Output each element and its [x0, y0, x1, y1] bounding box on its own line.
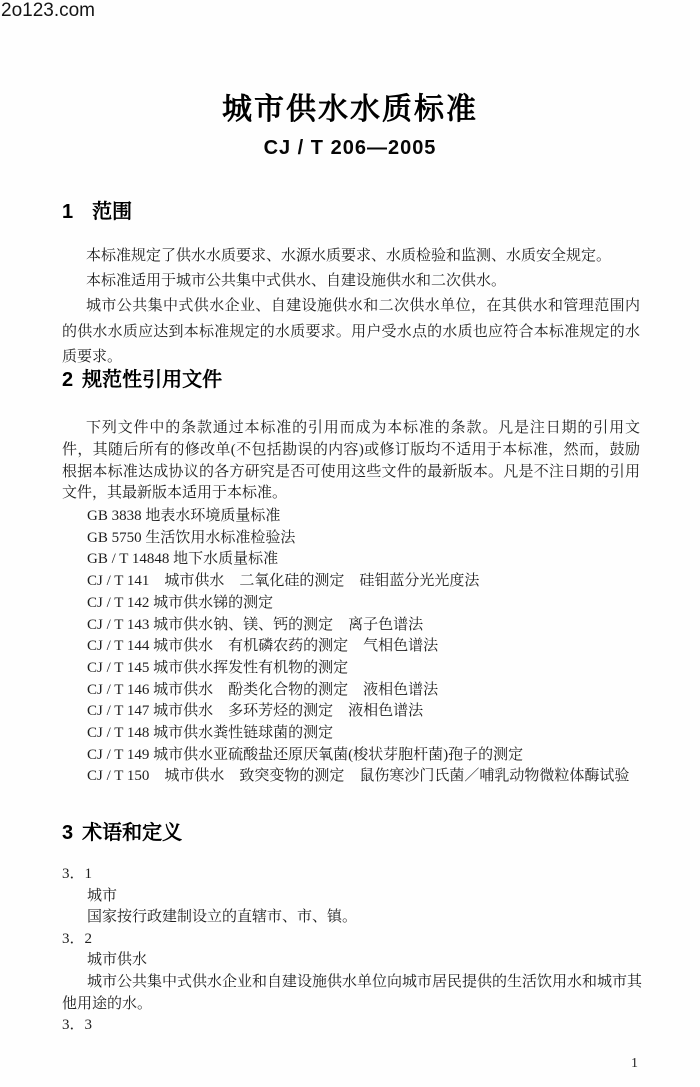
reference-item: GB / T 14848 地下水质量标准 [87, 551, 279, 568]
term-number: 3．3 [62, 1017, 93, 1034]
term-number: 3．2 [62, 930, 93, 947]
reference-item: CJ / T 142 城市供水锑的测定 [87, 594, 274, 611]
paragraph: 城市公共集中式供水企业、自建设施供水和二次供水单位，在其供水和管理范围内的供水水质应达到本标准规定的水质要求。用户受水点的水质也应符合本标准规定的水质要求。 [62, 298, 640, 365]
reference-item: CJ / T 145 城市供水挥发性有机物的测定 [87, 659, 349, 676]
reference-item: CJ / T 148 城市供水粪性链球菌的测定 [87, 725, 334, 742]
reference-item: CJ / T 149 城市供水亚硫酸盐还原厌氧菌(梭状芽胞杆菌)孢子的测定 [87, 746, 524, 763]
section-1-title: 范围 [92, 201, 133, 223]
term-name: 城市 [87, 887, 118, 904]
section-3-heading [62, 816, 182, 845]
paragraph: 本标准适用于城市公共集中式供水、自建设施供水和二次供水。 [86, 273, 507, 290]
section-2-number: 2 [62, 369, 74, 391]
paragraph: 本标准规定了供水水质要求、水源水质要求、水质检验和监测、水质安全规定。 [86, 248, 612, 264]
term-number: 3．1 [62, 866, 93, 882]
page-number: 1 [631, 1056, 638, 1071]
section-3-title: 术语和定义 [82, 822, 183, 844]
reference-item: CJ / T 150 城市供水 致突变物的测定 鼠伤寒沙门氏菌／哺乳动物微粒体酶试验 [87, 768, 630, 785]
section-2-heading [62, 363, 222, 392]
term-definition: 城市公共集中式供水企业和自建设施供水单位向城市居民提供的生活饮用水和城市其他用途的水。 [62, 973, 643, 1012]
document-title: 城市供水水质标准 [222, 93, 478, 126]
section-1-heading [62, 195, 132, 224]
references-list [87, 506, 629, 788]
watermark-text: 2o123.com [1, 0, 96, 21]
reference-item: CJ / T 144 城市供水 有机磷农药的测定 气相色谱法 [87, 638, 439, 655]
paragraph: 下列文件中的条款通过本标准的引用而成为本标准的条款。凡是注日期的引用文件，其随后所有的修改单(不包括勘误的内容)或修订版均不适用于本标准，然而，鼓励根据本标准达成协议的各方研究是否可使用这些文件的最新版本。凡是不注日期的引用文件，其最新版本适用于本标准。 [62, 420, 640, 502]
section-1-body [62, 244, 640, 370]
reference-item: CJ / T 141 城市供水 二氧化硅的测定 硅钼蓝分光光度法 [87, 573, 480, 590]
term-definition: 国家按行政建制设立的直辖市、市、镇。 [87, 909, 358, 926]
section-2-body [62, 418, 640, 505]
section-2-title: 规范性引用文件 [82, 369, 223, 391]
section-3-number: 3 [62, 822, 74, 844]
term-name: 城市供水 [87, 952, 148, 969]
standard-number: CJ / T 206—2005 [263, 137, 437, 159]
reference-item: CJ / T 147 城市供水 多环芳烃的测定 液相色谱法 [87, 703, 424, 720]
reference-item: CJ / T 143 城市供水钠、镁、钙的测定 离子色谱法 [87, 616, 424, 633]
reference-item: GB 5750 生活饮用水标准检验法 [87, 529, 296, 546]
reference-item: CJ / T 146 城市供水 酚类化合物的测定 液相色谱法 [87, 681, 439, 698]
terms-list [62, 864, 642, 1037]
section-1-number: 1 [62, 201, 74, 223]
reference-item: GB 3838 地表水环境质量标准 [87, 508, 281, 524]
